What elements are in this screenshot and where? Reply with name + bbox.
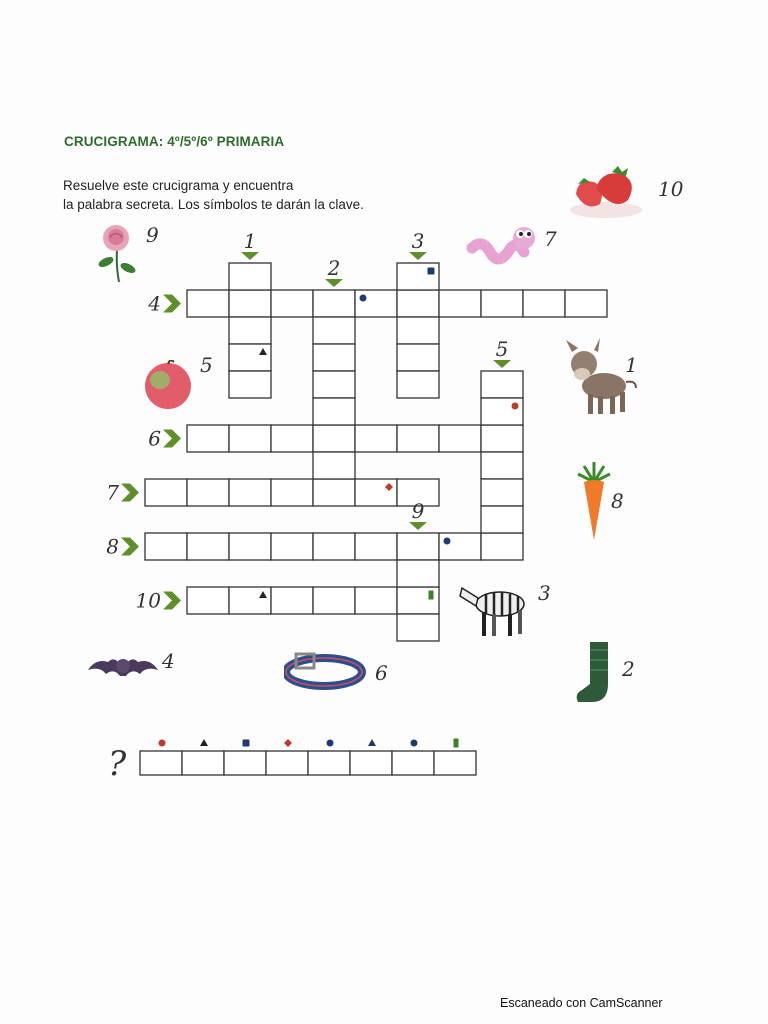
grid-cell bbox=[229, 290, 271, 317]
grid-cell bbox=[397, 533, 439, 560]
circle-symbol-icon bbox=[360, 295, 367, 302]
grid-cell bbox=[229, 425, 271, 452]
secret-word-cell bbox=[392, 751, 434, 775]
grid-cell bbox=[187, 479, 229, 506]
clue-number-down-1: 1 bbox=[243, 229, 257, 253]
across-arrow-icon bbox=[163, 430, 181, 448]
grid-cell bbox=[313, 425, 355, 452]
grid-cell bbox=[355, 587, 397, 614]
grid-cell bbox=[439, 533, 481, 560]
grid-cell bbox=[145, 533, 187, 560]
grid-cell bbox=[397, 344, 439, 371]
grid-cell bbox=[229, 317, 271, 344]
bar-symbol-icon bbox=[454, 739, 459, 748]
picture-number-donkey: 1 bbox=[625, 353, 638, 377]
grid-cell bbox=[229, 479, 271, 506]
picture-number-zebra: 3 bbox=[538, 581, 551, 605]
clue-number-across-10: 10 bbox=[135, 588, 161, 613]
secret-word-cell bbox=[224, 751, 266, 775]
grid-cell bbox=[355, 533, 397, 560]
grid-cell bbox=[187, 425, 229, 452]
down-arrow-icon bbox=[493, 360, 511, 368]
grid-cell bbox=[271, 479, 313, 506]
picture-number-belt: 6 bbox=[375, 661, 388, 685]
secret-word-cell bbox=[350, 751, 392, 775]
secret-word-cell bbox=[308, 751, 350, 775]
secret-word-cell bbox=[182, 751, 224, 775]
bat-icon bbox=[86, 652, 160, 684]
grid-cell bbox=[481, 290, 523, 317]
clue-number-across-7: 7 bbox=[106, 480, 119, 505]
grid-cell bbox=[397, 371, 439, 398]
grid-cell bbox=[313, 398, 355, 425]
footer-text: Escaneado con CamScanner bbox=[500, 996, 663, 1010]
clue-number-down-3: 3 bbox=[411, 229, 425, 253]
grid-cell bbox=[271, 290, 313, 317]
grid-cell bbox=[481, 479, 523, 506]
circle-symbol-icon bbox=[411, 740, 418, 747]
circle-symbol-icon bbox=[327, 740, 334, 747]
circle-symbol-icon bbox=[512, 403, 519, 410]
grid-cell bbox=[145, 479, 187, 506]
grid-cell bbox=[229, 587, 271, 614]
grid-cell bbox=[481, 452, 523, 479]
instructions-line-2: la palabra secreta. Los símbolos te darán la clave. bbox=[63, 197, 364, 212]
grid-cell bbox=[397, 317, 439, 344]
grid-cell bbox=[355, 290, 397, 317]
grid-cell bbox=[271, 533, 313, 560]
grid-cell bbox=[313, 290, 355, 317]
grid-cell bbox=[397, 263, 439, 290]
secret-word-cell bbox=[266, 751, 308, 775]
picture-number-worm: 7 bbox=[544, 227, 557, 251]
grid-cell bbox=[313, 452, 355, 479]
bar-symbol-icon bbox=[429, 591, 434, 600]
grid-cell bbox=[481, 425, 523, 452]
grid-cell bbox=[187, 533, 229, 560]
grid-cell bbox=[397, 290, 439, 317]
grid-cell bbox=[481, 398, 523, 425]
down-arrow-icon bbox=[409, 252, 427, 260]
across-arrow-icon bbox=[121, 484, 139, 502]
rose-icon bbox=[92, 222, 142, 284]
across-arrow-icon bbox=[163, 592, 181, 610]
grid-cell bbox=[229, 263, 271, 290]
secret-word-cell bbox=[434, 751, 476, 775]
diamond-symbol-icon bbox=[284, 739, 292, 747]
picture-number-bat: 4 bbox=[162, 649, 175, 673]
clue-number-down-2: 2 bbox=[327, 256, 341, 280]
picture-number-apple: 5 bbox=[200, 353, 213, 377]
picture-number-strawberry: 10 bbox=[658, 177, 684, 201]
square-symbol-icon bbox=[243, 740, 250, 747]
down-arrow-icon bbox=[241, 252, 259, 260]
clue-number-down-9: 9 bbox=[411, 499, 425, 523]
apple-icon bbox=[140, 360, 198, 410]
grid-cell bbox=[355, 425, 397, 452]
circle-symbol-icon bbox=[444, 538, 451, 545]
zebra-icon bbox=[456, 578, 532, 642]
grid-cell bbox=[481, 533, 523, 560]
clue-number-across-4: 4 bbox=[148, 291, 161, 316]
grid-cell bbox=[313, 344, 355, 371]
across-arrow-icon bbox=[121, 538, 139, 556]
grid-cell bbox=[313, 371, 355, 398]
down-arrow-icon bbox=[325, 279, 343, 287]
grid-cell bbox=[229, 344, 271, 371]
grid-cell bbox=[187, 587, 229, 614]
grid-cell bbox=[229, 533, 271, 560]
clue-number-across-8: 8 bbox=[106, 534, 119, 559]
grid-cell bbox=[481, 506, 523, 533]
instructions-line-1: Resuelve este crucigrama y encuentra bbox=[63, 178, 294, 193]
grid-cell bbox=[271, 587, 313, 614]
secret-word-cell bbox=[140, 751, 182, 775]
circle-symbol-icon bbox=[159, 740, 166, 747]
across-arrow-icon bbox=[163, 295, 181, 313]
strawberry-icon bbox=[566, 164, 646, 220]
donkey-icon bbox=[560, 338, 640, 418]
square-symbol-icon bbox=[428, 268, 435, 275]
grid-cell bbox=[439, 290, 481, 317]
grid-cell bbox=[523, 290, 565, 317]
grid-cell bbox=[397, 425, 439, 452]
grid-cell bbox=[481, 371, 523, 398]
triangle-symbol-icon bbox=[200, 739, 208, 746]
grid-cell bbox=[565, 290, 607, 317]
sock-icon bbox=[572, 640, 616, 706]
picture-number-sock: 2 bbox=[622, 657, 635, 681]
picture-number-carrot: 8 bbox=[611, 489, 624, 513]
grid-cell bbox=[397, 560, 439, 587]
grid-cell bbox=[271, 425, 313, 452]
grid-cell bbox=[187, 290, 229, 317]
grid-cell bbox=[313, 533, 355, 560]
page-title: CRUCIGRAMA: 4º/5º/6º PRIMARIA bbox=[64, 134, 285, 149]
clue-number-across-6: 6 bbox=[148, 426, 161, 451]
grid-cell bbox=[229, 371, 271, 398]
triangle-symbol-icon bbox=[368, 739, 376, 746]
clue-number-down-5: 5 bbox=[495, 337, 509, 361]
grid-cell bbox=[313, 479, 355, 506]
grid-cell bbox=[355, 479, 397, 506]
picture-number-rose: 9 bbox=[146, 223, 159, 247]
grid-cell bbox=[313, 317, 355, 344]
grid-cell bbox=[397, 614, 439, 641]
worm-icon bbox=[466, 222, 546, 274]
grid-cell bbox=[439, 425, 481, 452]
belt-icon bbox=[284, 648, 366, 690]
grid-cell bbox=[313, 587, 355, 614]
secret-question-mark: ? bbox=[108, 744, 127, 784]
down-arrow-icon bbox=[409, 522, 427, 530]
carrot-icon bbox=[570, 460, 620, 544]
